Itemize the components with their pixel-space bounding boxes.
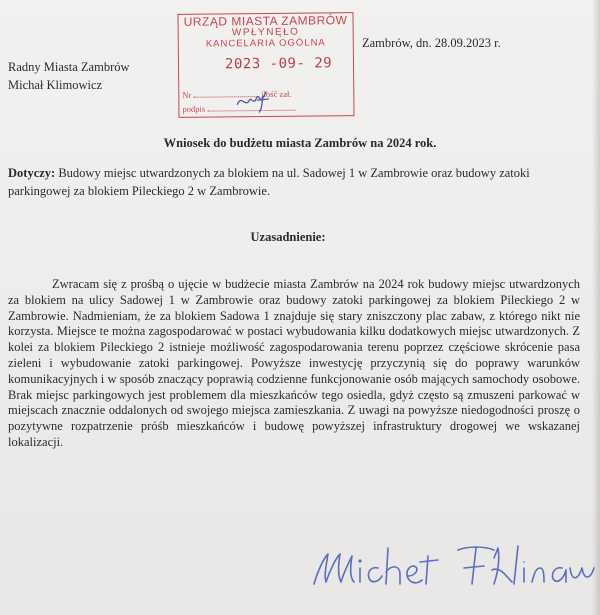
stamp-office: URZĄD MIASTA ZAMBRÓW bbox=[183, 13, 348, 29]
stamp-initials-scribble bbox=[235, 88, 275, 114]
stamp-attachments-label: ilość zał. bbox=[261, 88, 292, 100]
justification-body: Zwracam się z prośbą o ujęcie w budżecie miasta Zambrów na 2024 rok budowy miejsc utwardzonych za blokiem na ulicy Sadowej 1 w Zambrowie oraz budowy zatoki parkingowej za blokiem Pileckiego 2 w Zambrowie. Nadmieniam, że za blokiem Sadowa 1 znajduje się stary zniszczony plac zabaw, z którego nikt nie korzysta. Miejsce te można zagospodarować w postaci wybudowania kilku dodatkowych miejsc utwardzonych. Z kolei za blokiem Pileckiego 2 istnieje możliwość zagospodarowania terenu poprzez częściowe skrócenie pasa zieleni i wybudowanie zatoki parkingowej. Powyższe inwestycję przyczynią się do poprawy warunków komunikacyjnych i w sposób znaczący poprawią codzienne funkcjonowanie osób mających samochody osobowe. Brak miejsc parkingowych jest problemem dla mieszkańców tego osiedla, gdyż często są zmuszeni parkować w miejscach znacznie oddalonych od swojego miejsca zamieszkania. Z uwagi na powyższe niedogodności proszę o pozytywne rozpatrzenie próśb mieszkańców i budowę powyższej infrastruktury drogowej we wskazanej lokalizacji. bbox=[8, 277, 580, 449]
subject-text: Budowy miejsc utwardzonych za blokiem na ul. Sadowej 1 w Zambrowie oraz budowy zatoki parkingowej za blokiem Pileckiego 2 w Zambrowie. bbox=[8, 166, 530, 198]
received-stamp bbox=[177, 12, 354, 118]
subject-label: Dotyczy: bbox=[8, 166, 56, 180]
sender-block bbox=[8, 58, 130, 94]
subject-line bbox=[8, 164, 568, 200]
document-title: Wniosek do budżetu miasta Zambrów na 2024 rok. bbox=[163, 136, 437, 150]
stamp-received: WPŁYNĘŁO bbox=[231, 26, 300, 39]
sender-name: Michał Klimowicz bbox=[8, 78, 103, 92]
stamp-department: KANCELARIA OGÓLNA bbox=[205, 37, 326, 50]
stamp-date: 2023 -09- 29 bbox=[224, 55, 333, 73]
place-date: Zambrów, dn. 28.09.2023 r. bbox=[362, 36, 501, 50]
sender-title: Radny Miasta Zambrów bbox=[8, 60, 130, 74]
handwritten-signature bbox=[308, 532, 598, 602]
stamp-podpis-label: podpis bbox=[182, 103, 206, 114]
stamp-nr-label: Nr bbox=[182, 89, 192, 100]
justification-heading: Uzasadnienie: bbox=[250, 230, 326, 244]
